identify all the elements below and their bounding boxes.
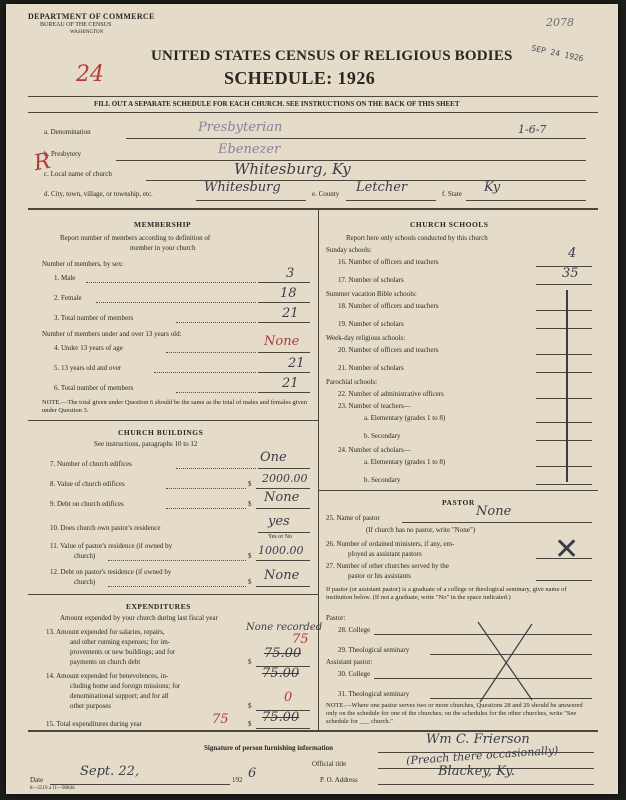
q11-label: 11. Value of pastor's residence (if owned by: [50, 542, 173, 550]
membership-title: MEMBERSHIP: [134, 220, 192, 229]
pastor-education-cross: [476, 620, 536, 704]
yes-no-caption: Yes or No: [268, 534, 293, 540]
q15-label: 15. Total expenditures during year: [46, 720, 142, 728]
q12-dollar: $: [248, 578, 252, 586]
city-value: Whitesburg: [204, 180, 281, 195]
signature-value: Wm C. Frierson: [426, 732, 530, 747]
graduate-instruction: If pastor (or assistant pastor) is a graduate of a college or theological seminary, give name of institution below. (If not a graduate, write "No" in the space indicated.): [326, 586, 567, 601]
q14-label-2: cluding home and foreign missions; for: [70, 682, 181, 690]
dept-heading: DEPARTMENT OF COMMERCE: [28, 12, 155, 21]
q11-dollar: $: [248, 552, 252, 560]
form-subtitle: SCHEDULE: 1926: [224, 68, 376, 88]
q4-value: None: [264, 334, 300, 349]
q25-value: None: [476, 504, 512, 519]
q13-label-4: payments on church debt: [70, 658, 141, 666]
q20-label: 20. Number of officers and teachers: [338, 346, 439, 354]
city-label: d. City, town, village, or township, etc.: [44, 190, 153, 198]
q12-label-2: church): [74, 578, 96, 586]
q16-value: 4: [568, 246, 577, 261]
q26-label-2: ployed as assistant pastors: [348, 550, 422, 558]
q27-label: 27. Number of other churches served by the: [326, 562, 449, 570]
q14-label: 14. Amount expended for benevolences, in-: [46, 672, 169, 680]
members-by-sex-label: Number of members, by sex:: [42, 260, 124, 268]
red-mark-r: R: [31, 148, 53, 177]
handwritten-number: 24: [76, 62, 104, 87]
presbytery-value: Ebenezer: [218, 142, 281, 157]
q5-label: 5. 13 years old and over: [54, 364, 122, 372]
year-value: 6: [248, 766, 257, 781]
buildings-sub: See instructions, paragraphs 10 to 12: [94, 440, 198, 448]
q21-label: 21. Number of scholars: [338, 364, 404, 372]
q6-value: 21: [282, 376, 299, 391]
year-prefix: 192: [232, 776, 243, 784]
q18-label: 18. Number of officers and teachers: [338, 302, 439, 310]
q13-value: 75.00: [264, 646, 302, 661]
q11-value: 1000.00: [258, 544, 304, 557]
local-name-label: c. Local name of church: [44, 170, 112, 178]
expenditures-sub: Amount expended by your church during last fiscal year: [60, 614, 218, 622]
q6-label: 6. Total number of members: [54, 384, 134, 392]
received-date-stamp: SEP 24 1926: [530, 43, 585, 64]
q26-label: 26. Number of ordained ministers, if any, em-: [326, 540, 455, 548]
schools-title: CHURCH SCHOOLS: [410, 220, 489, 229]
q27-label-2: pastor or his assistants: [348, 572, 411, 580]
q24a-label: a. Elementary (grades 1 to 8): [364, 458, 446, 466]
census-schedule-page: [6, 4, 618, 794]
q15-value: 75.00: [262, 710, 300, 725]
q26-27-cross: ✕: [554, 532, 580, 567]
q13-dollar: $: [248, 658, 252, 666]
date-value: Sept. 22,: [80, 764, 140, 779]
q7-value: One: [260, 450, 287, 465]
pastor-title: PASTOR: [442, 498, 475, 507]
membership-sub2: member in your church: [130, 244, 196, 252]
denomination-value: Presbyterian: [198, 120, 283, 135]
expenditures-title: EXPENDITURES: [126, 602, 191, 611]
q7-label: 7. Number of church edifices: [50, 460, 132, 468]
local-name-value: Whitesburg, Ky: [234, 160, 351, 178]
q31-label: 31. Theological seminary: [338, 690, 410, 698]
q9-label: 9. Debt on church edifices: [50, 500, 124, 508]
q24b-label: b. Secondary: [364, 476, 401, 484]
q12-value: None: [264, 568, 300, 583]
q16-label: 16. Number of officers and teachers: [338, 258, 439, 266]
q13-red-mark: 75: [292, 632, 309, 647]
q8-dollar: $: [248, 480, 252, 488]
q17-label: 17. Number of scholars: [338, 276, 404, 284]
q15-red-mark: 75: [212, 712, 229, 727]
pastor-subhead: Pastor:: [326, 614, 346, 622]
buildings-title: CHURCH BUILDINGS: [118, 428, 204, 437]
q1-value: 3: [286, 266, 295, 281]
q3-value: 21: [282, 306, 299, 321]
q9-value: None: [264, 490, 300, 505]
q3-label: 3. Total number of members: [54, 314, 134, 322]
summer-label: Summer vacation Bible schools:: [326, 290, 417, 298]
q1-label: 1. Male: [54, 274, 76, 282]
q23-label: 23. Number of teachers—: [338, 402, 411, 410]
q2-label: 2. Female: [54, 294, 82, 302]
q14-dollar: $: [248, 702, 252, 710]
po-address-value: Blackey, Ky.: [438, 764, 515, 779]
denomination-label: a. Denomination: [44, 128, 91, 136]
q9-dollar: $: [248, 500, 252, 508]
q8-label: 8. Value of church edifices: [50, 480, 125, 488]
q4-label: 4. Under 13 years of age: [54, 344, 123, 352]
q14-value: 75.00: [262, 666, 300, 681]
q30-label: 30. College: [338, 670, 371, 678]
q13-label-3: provements or new buildings; and for: [70, 648, 176, 656]
membership-sub1: Report number of members according to definition of: [60, 234, 211, 242]
washington-heading: WASHINGTON: [70, 30, 104, 35]
q11-label-2: church): [74, 552, 96, 560]
assistant-subhead: Assistant pastor:: [326, 658, 373, 666]
official-title-label: Official title: [312, 760, 347, 768]
weekday-label: Week-day religious schools:: [326, 334, 406, 342]
q14-red-mark: 0: [284, 690, 293, 705]
q5-value: 21: [288, 356, 305, 371]
q17-value: 35: [562, 266, 579, 281]
parochial-label: Parochial schools:: [326, 378, 378, 386]
age-heading: Number of members under and over 13 years old:: [42, 330, 182, 338]
q23a-label: a. Elementary (grades 1 to 8): [364, 414, 446, 422]
sunday-label: Sunday schools:: [326, 246, 372, 254]
county-value: Letcher: [356, 180, 408, 195]
q15-dollar: $: [248, 720, 252, 728]
q25-note: (If church has no pastor, write "None"): [366, 526, 476, 534]
pastor-note: NOTE.—Where one pastor serves two or more churches, Questions 28 and 29 should be answered only on the schedule for one of the churches; on the schedules for the other churches, write "See schedule for ___ church.": [326, 702, 583, 725]
presbytery-label: b. Presbytery: [44, 150, 81, 158]
q29-label: 29. Theological seminary: [338, 646, 410, 654]
q14-label-4: other purposes: [70, 702, 112, 710]
state-value: Ky: [484, 180, 501, 195]
q23b-label: b. Secondary: [364, 432, 401, 440]
q28-label: 28. College: [338, 626, 371, 634]
county-label: e. County: [312, 190, 340, 198]
q13-label: 13. Amount expended for salaries, repairs,: [46, 628, 165, 636]
stamp-number: 2078: [546, 16, 574, 29]
q14-label-3: denominational support; and for all: [70, 692, 169, 700]
signature-label: Signature of person furnishing information: [204, 744, 333, 752]
form-title: UNITED STATES CENSUS OF RELIGIOUS BODIES: [151, 48, 513, 64]
q13-note: None recorded: [246, 622, 323, 633]
q22-label: 22. Number of administrative officers: [338, 390, 444, 398]
membership-note: NOTE.—The total given under Question 6 should be the same as the total of males and females given under Question 3.: [42, 399, 307, 414]
denomination-code: 1-6-7: [518, 123, 547, 136]
po-address-label: P. O. Address: [320, 776, 358, 784]
q25-label: 25. Name of pastor: [326, 514, 380, 522]
q19-label: 19. Number of scholars: [338, 320, 404, 328]
state-label: f. State: [442, 190, 462, 198]
instruction-line: FILL OUT A SEPARATE SCHEDULE FOR EACH CHURCH. SEE INSTRUCTIONS ON THE BACK OF THIS SHEET: [94, 100, 460, 108]
q12-label: 12. Debt on pastor's residence (if owned by: [50, 568, 172, 576]
schools-sub: Report here only schools conducted by this church: [346, 234, 488, 242]
form-number: 8—5519 a 11—9084d: [30, 786, 75, 791]
date-label: Date: [30, 776, 44, 784]
official-title-value: (Preach there occasionally): [405, 743, 559, 768]
q10-label: 10. Does church own pastor's residence: [50, 524, 161, 532]
q24-label: 24. Number of scholars—: [338, 446, 411, 454]
bureau-heading: BUREAU OF THE CENSUS: [40, 22, 112, 28]
q2-value: 18: [280, 286, 297, 301]
q8-value: 2000.00: [262, 472, 308, 485]
q10-value: yes: [268, 514, 290, 529]
q13-label-2: and other running expenses; for im-: [70, 638, 171, 646]
